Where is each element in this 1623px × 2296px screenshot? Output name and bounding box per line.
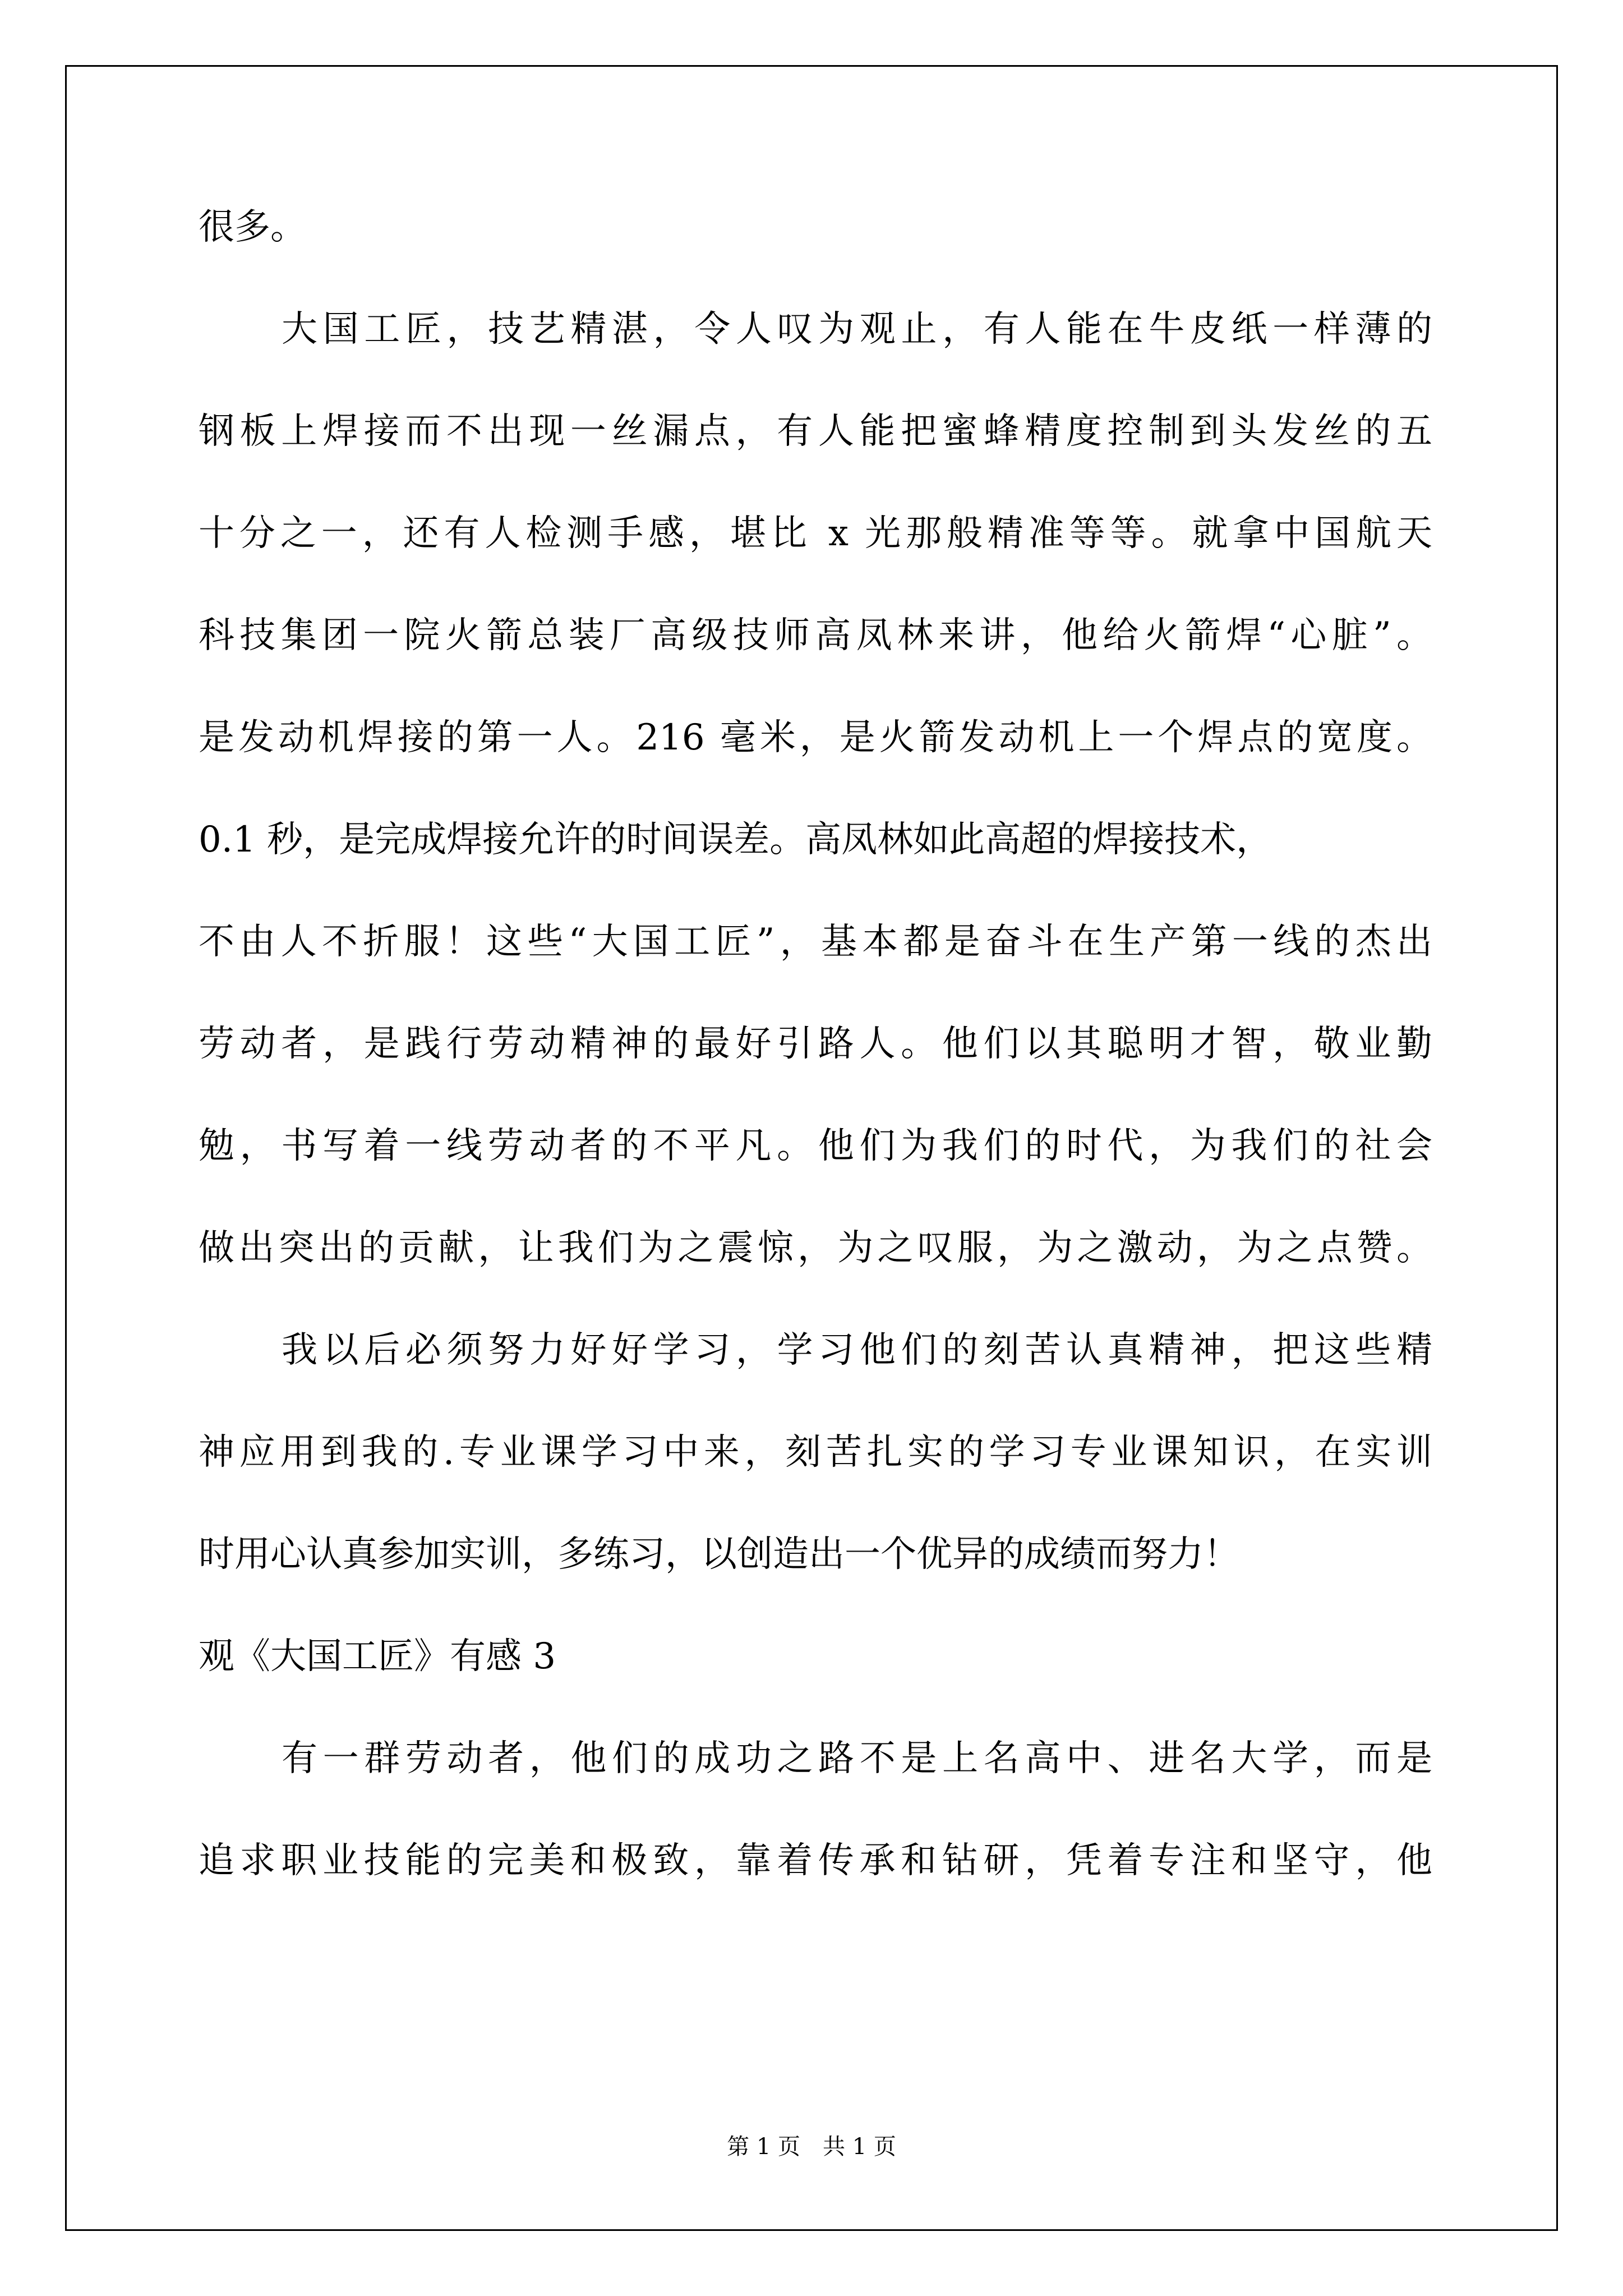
text-line: 十分之一，还有人检测手感，堪比 x 光那般精准等等。就拿中国航天: [199, 513, 1432, 554]
paragraph-start-line: 我以后必须努力好好学习，学习他们的刻苦认真精神，把这些精: [282, 1329, 1432, 1371]
paragraph-start-line: 大国工匠，技艺精湛，令人叹为观止，有人能在牛皮纸一样薄的: [282, 309, 1432, 350]
text-line: 追求职业技能的完美和极致，靠着传承和钻研，凭着专注和坚守，他: [199, 1840, 1432, 1881]
document-body: [199, 199, 1432, 1935]
paragraph-start-line: 有一群劳动者，他们的成功之路不是上名高中、进名大学，而是: [282, 1738, 1432, 1779]
section-heading: 观《大国工匠》有感 3: [199, 1636, 556, 1677]
text-line: 是发动机焊接的第一人。216 毫米，是火箭发动机上一个焊点的宽度。: [199, 717, 1432, 758]
text-line: 科技集团一院火箭总装厂高级技师高凤林来讲，他给火箭焊“心脏”。: [199, 615, 1432, 656]
text-line: 不由人不折服！这些“大国工匠”，基本都是奋斗在生产第一线的杰出: [199, 921, 1432, 963]
text-line: 神应用到我的.专业课学习中来，刻苦扎实的学习专业课知识，在实训: [199, 1432, 1432, 1473]
page-footer: 第 1 页 共 1 页: [727, 2134, 896, 2160]
text-line: 0.1 秒，是完成焊接允许的时间误差。高凤林如此高超的焊接技术，: [199, 819, 1272, 861]
text-line: 劳动者，是践行劳动精神的最好引路人。他们以其聪明才智，敬业勤: [199, 1023, 1432, 1065]
text-line: 钢板上焊接而不出现一丝漏点，有人能把蜜蜂精度控制到头发丝的五: [199, 411, 1432, 452]
text-line: 时用心认真参加实训，多练习，以创造出一个优异的成绩而努力！: [199, 1534, 1239, 1575]
text-line: 勉，书写着一线劳动者的不平凡。他们为我们的时代，为我们的社会: [199, 1125, 1432, 1167]
text-line: 做出突出的贡献，让我们为之震惊，为之叹服，为之激动，为之点赞。: [199, 1227, 1432, 1269]
text-line: 很多。: [199, 206, 306, 248]
